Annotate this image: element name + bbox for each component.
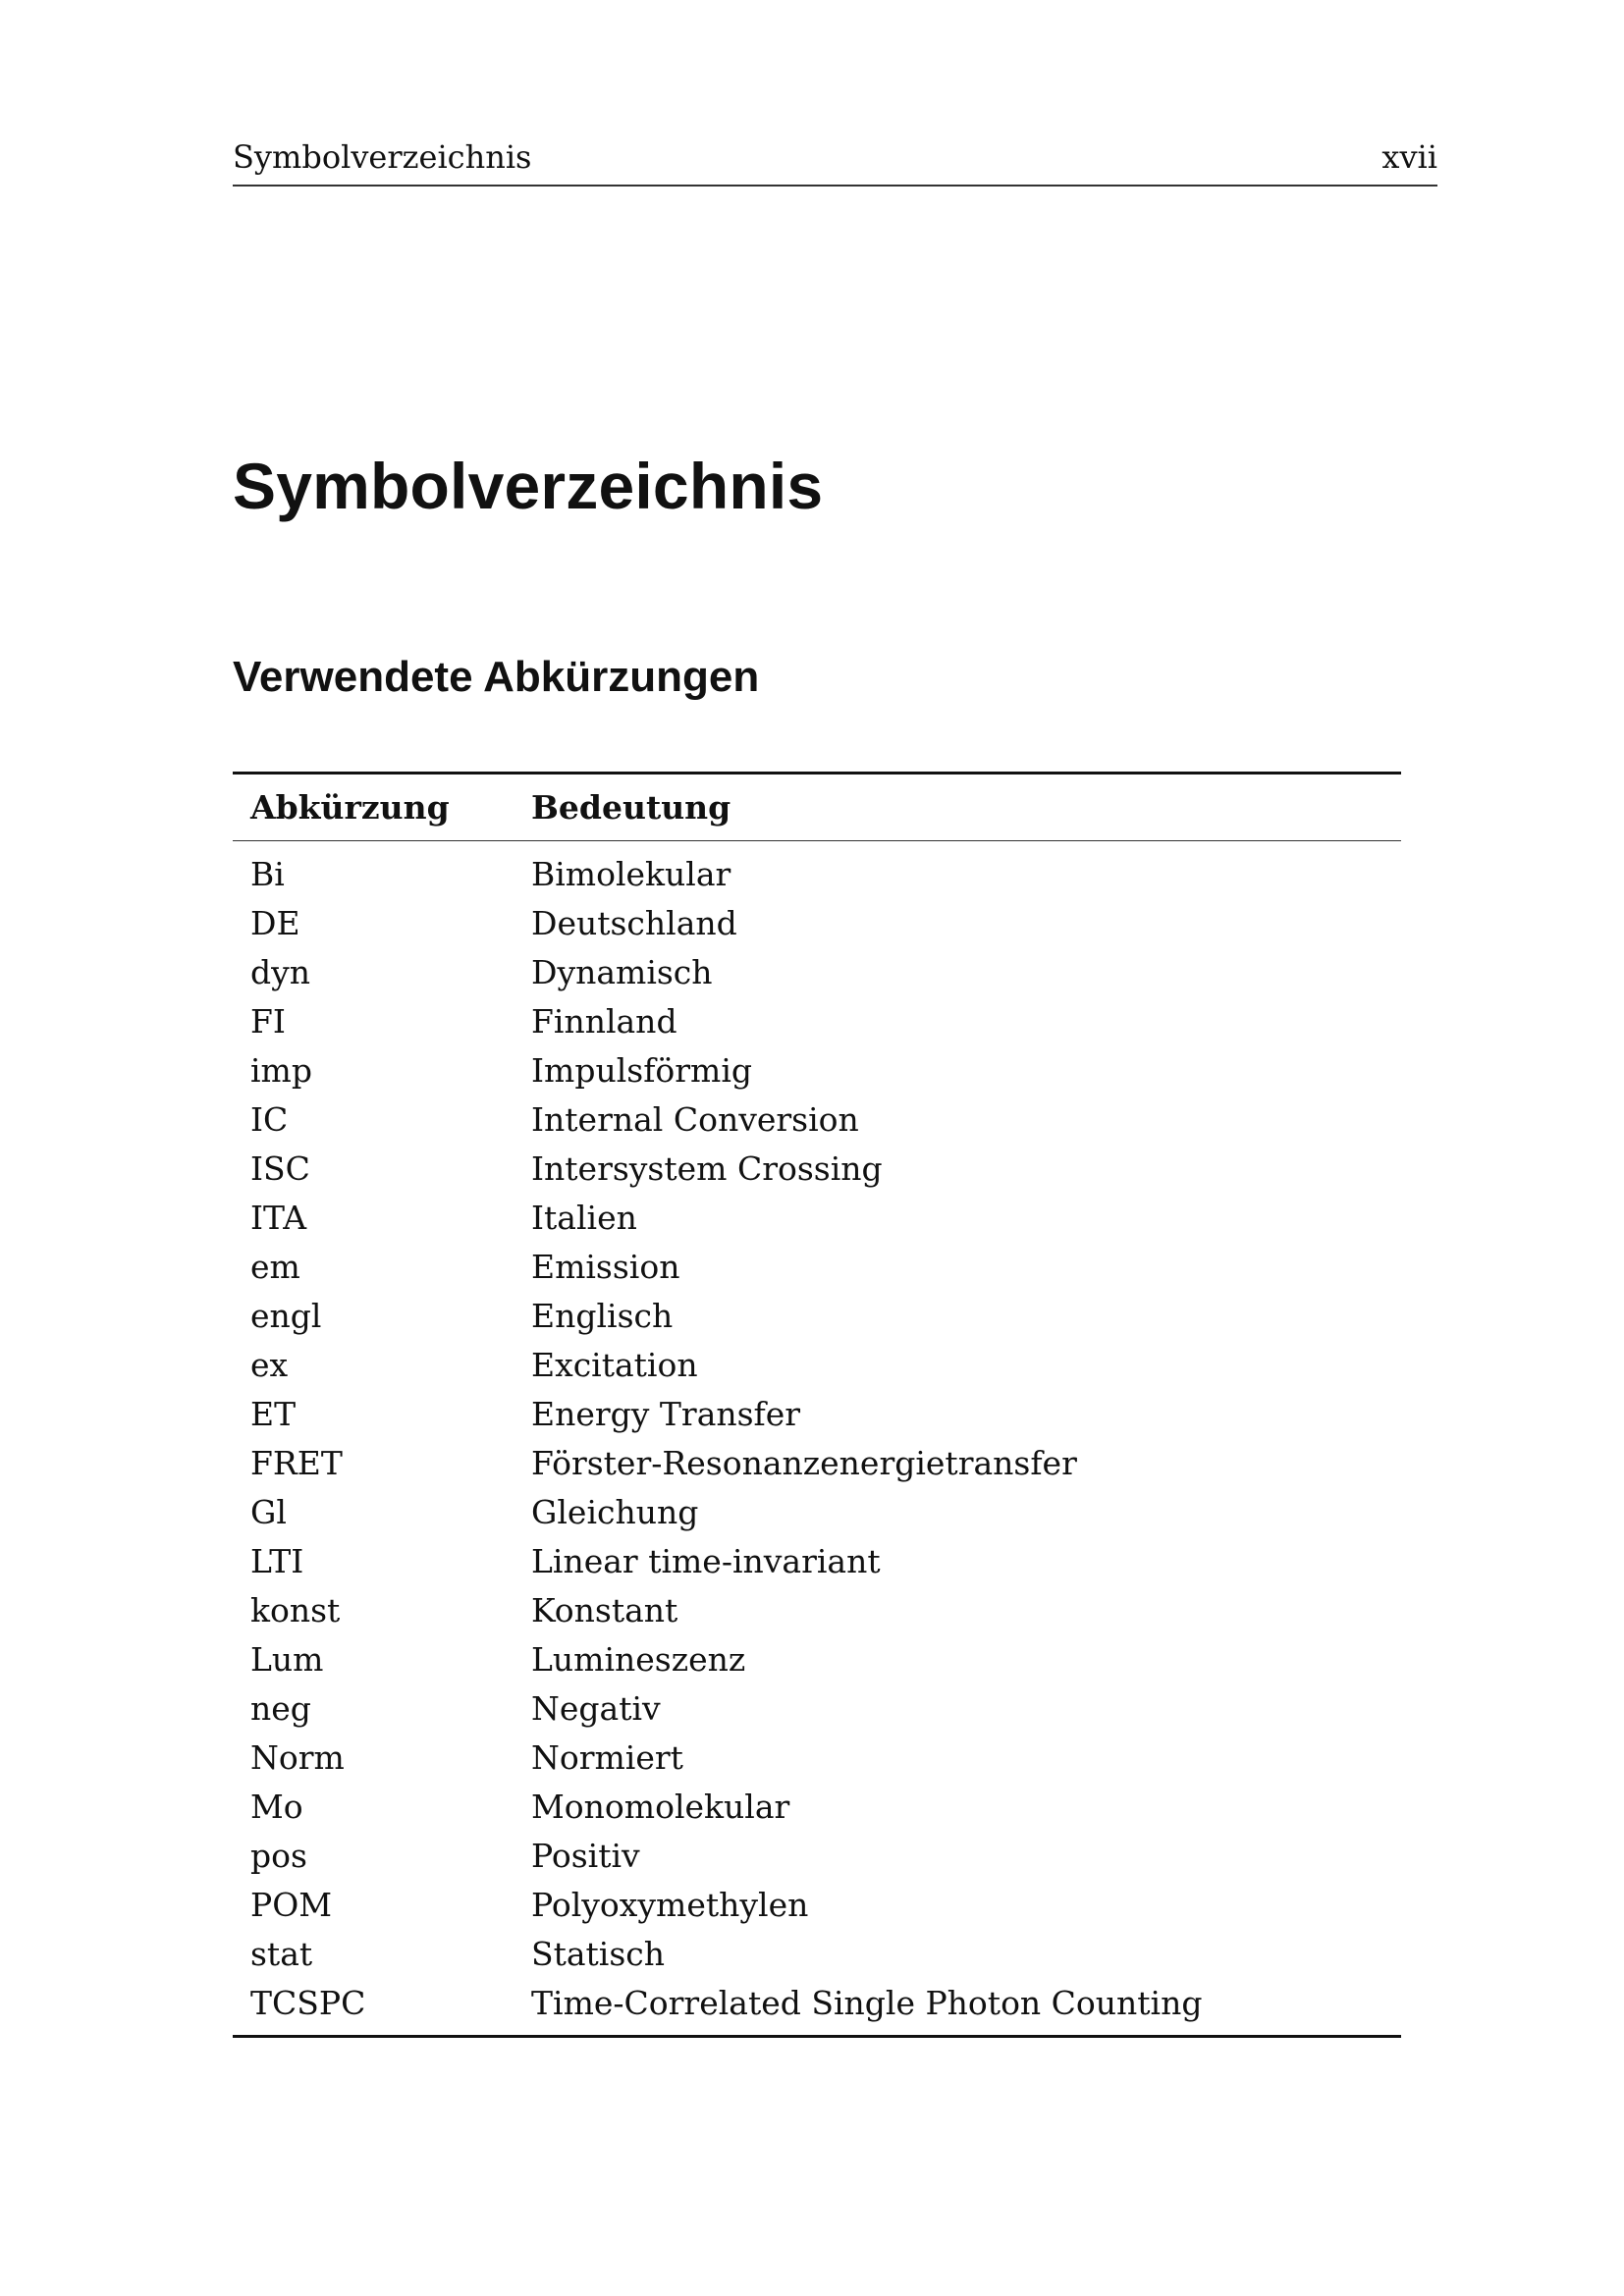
abbreviation-cell: LTI — [250, 1541, 304, 1580]
table-row — [233, 1389, 1401, 1438]
abbreviation-cell: Bi — [250, 854, 285, 893]
abbreviation-table — [233, 772, 1401, 2038]
meaning-cell: Deutschland — [531, 903, 737, 942]
table-row — [233, 1929, 1401, 1978]
running-header — [233, 135, 1437, 187]
meaning-cell: Impulsförmig — [531, 1050, 753, 1090]
meaning-cell: Finnland — [531, 1001, 677, 1041]
abbreviation-cell: engl — [250, 1296, 322, 1335]
meaning-cell: Energy Transfer — [531, 1394, 801, 1433]
table-row — [233, 1978, 1401, 2037]
meaning-cell: Konstant — [531, 1590, 678, 1629]
meaning-cell: Bimolekular — [531, 854, 731, 893]
abbreviation-cell: ISC — [250, 1148, 310, 1188]
abbreviation-cell: Norm — [250, 1737, 345, 1777]
abbreviation-cell: dyn — [250, 952, 311, 991]
abbreviation-cell: DE — [250, 903, 300, 942]
table-header — [233, 774, 1401, 841]
meaning-cell: Gleichung — [531, 1492, 699, 1531]
meaning-cell: Statisch — [531, 1934, 666, 1973]
abbreviation-cell: stat — [250, 1934, 313, 1973]
table-row — [233, 1733, 1401, 1782]
abbreviation-cell: ITA — [250, 1198, 307, 1237]
meaning-cell: Negativ — [531, 1688, 661, 1728]
column-header-meaning: Bedeutung — [531, 788, 731, 827]
table-row — [233, 1683, 1401, 1733]
abbreviation-cell: Mo — [250, 1787, 303, 1826]
chapter-title: Symbolverzeichnis — [233, 450, 824, 522]
abbreviation-cell: TCSPC — [250, 1983, 366, 2022]
meaning-cell: Excitation — [531, 1345, 698, 1384]
table-row — [233, 1242, 1401, 1291]
meaning-cell: Dynamisch — [531, 952, 713, 991]
table-row — [233, 1045, 1401, 1095]
page-number: xvii — [1381, 138, 1437, 176]
meaning-cell: Linear time-invariant — [531, 1541, 881, 1580]
table-row — [233, 1487, 1401, 1536]
abbreviation-cell: konst — [250, 1590, 341, 1629]
table-row — [233, 898, 1401, 947]
table-header-row — [233, 774, 1401, 841]
meaning-cell: Förster-Resonanzenergietransfer — [531, 1443, 1077, 1482]
meaning-cell: Time-Correlated Single Photon Counting — [531, 1983, 1203, 2022]
column-header-abbreviation: Abkürzung — [250, 788, 450, 827]
meaning-cell: Normiert — [531, 1737, 683, 1777]
meaning-cell: Emission — [531, 1247, 680, 1286]
abbreviation-cell: neg — [250, 1688, 311, 1728]
meaning-cell: Positiv — [531, 1836, 640, 1875]
table-row — [233, 1340, 1401, 1389]
table-row — [233, 1585, 1401, 1634]
section-title: Verwendete Abkürzungen — [233, 653, 760, 701]
abbreviation-cell: FI — [250, 1001, 286, 1041]
abbreviation-cell: ex — [250, 1345, 289, 1384]
abbreviation-cell: imp — [250, 1050, 312, 1090]
table-row — [233, 1782, 1401, 1831]
abbreviation-cell: IC — [250, 1099, 289, 1139]
meaning-cell: Internal Conversion — [531, 1099, 859, 1139]
abbreviation-cell: ET — [250, 1394, 297, 1433]
meaning-cell: Polyoxymethylen — [531, 1885, 809, 1924]
table-row — [233, 947, 1401, 996]
table-row — [233, 1095, 1401, 1144]
abbreviation-cell: POM — [250, 1885, 333, 1924]
table-row — [233, 1193, 1401, 1242]
meaning-cell: Intersystem Crossing — [531, 1148, 883, 1188]
abbreviation-cell: Gl — [250, 1492, 287, 1531]
table-row — [233, 996, 1401, 1045]
abbreviation-cell: FRET — [250, 1443, 343, 1482]
abbreviation-cell: Lum — [250, 1639, 324, 1679]
table-row — [233, 1438, 1401, 1487]
table-row — [233, 1634, 1401, 1683]
meaning-cell: Italien — [531, 1198, 637, 1237]
running-header-title: Symbolverzeichnis — [233, 138, 532, 176]
meaning-cell: Englisch — [531, 1296, 674, 1335]
table-row — [233, 1831, 1401, 1880]
table-body — [233, 841, 1401, 2037]
meaning-cell: Lumineszenz — [531, 1639, 746, 1679]
table-row — [233, 1144, 1401, 1193]
table-row — [233, 1291, 1401, 1340]
table-row — [233, 841, 1401, 899]
abbreviation-cell: pos — [250, 1836, 307, 1875]
meaning-cell: Monomolekular — [531, 1787, 790, 1826]
table-row — [233, 1536, 1401, 1585]
table-row — [233, 1880, 1401, 1929]
abbreviation-cell: em — [250, 1247, 300, 1286]
